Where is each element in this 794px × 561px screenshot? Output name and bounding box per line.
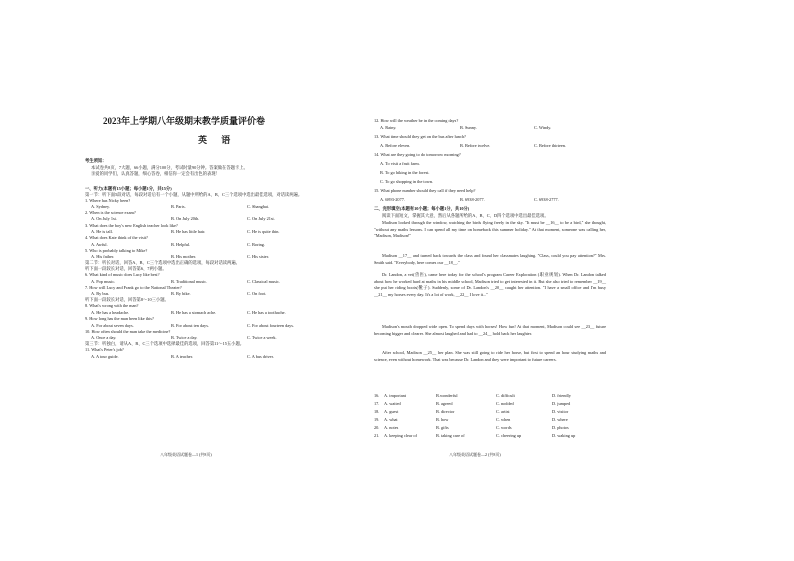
option: A. what — [384, 417, 398, 422]
option: B. For about ten days. — [171, 323, 209, 328]
notice-line: 本试卷共8页，7大题，66小题，满分100分，考试时量90分钟。答案做在答题卡上。 — [91, 165, 248, 170]
option: A. waited — [384, 401, 401, 406]
passage-paragraph: Madison's mouth dropped wide open. To spend days with horses! How fun! At that moment, Madison could see __23__ future becoming bigger and clearer. She almost laughed and had to __24__ hold back her laughter. — [374, 324, 606, 336]
question-stem: 1. Where has Nicky been? — [85, 198, 131, 203]
section-heading: 二、完形填空(本题有10小题；每小题1分，共10分) — [374, 206, 470, 211]
option: B. On July 20th. — [171, 216, 200, 221]
cloze-num: 16. — [374, 393, 380, 398]
option: C. nodded — [496, 401, 514, 406]
option: C. To go shopping in the town. — [380, 179, 434, 184]
option: C. words — [496, 425, 512, 430]
question-stem: 5. Who is probably talking to Mike? — [85, 248, 148, 253]
option: A. Awful. — [91, 242, 108, 247]
option: A. To visit a fruit farm. — [380, 161, 420, 166]
option: C. Shanghai. — [247, 204, 270, 209]
option: B. Before twelve. — [460, 143, 491, 148]
option: D. where — [552, 417, 568, 422]
option: B. how — [436, 417, 449, 422]
option: C. difficult — [496, 393, 515, 398]
passage-paragraph: Madison __17__ and turned back towards the class and found her classmates laughing. "Class, could you pay attention?" Mrs. Smith said. "Everybody, here comes our __18__." — [374, 253, 606, 265]
question-stem: 15. What phone number should they call if they need help? — [374, 188, 476, 193]
left-page — [85, 108, 385, 456]
question-stem: 4. What does Kate think of the visit? — [85, 235, 148, 240]
section-instruction: 第三节：听独白，请从A、B、C三个选项中选择最佳的选项，回答第11～15五小题。 — [85, 341, 245, 346]
option: B. A teacher. — [171, 354, 193, 359]
option: A. By bus. — [91, 291, 110, 296]
cloze-num: 20. — [374, 425, 380, 430]
cloze-num: 19. — [374, 417, 380, 422]
page-footer: 八年级英语试题卷—1 (共8页) — [160, 452, 212, 457]
option: C. artist — [496, 409, 510, 414]
option: C. Windy. — [534, 125, 552, 130]
option: B. He has little hair. — [171, 229, 206, 234]
option: C. On July 21st. — [247, 216, 275, 221]
question-stem: 3. What does the boy's new English teacher look like? — [85, 223, 178, 228]
question-stem: 12. How will the weather be in the coming days? — [374, 118, 459, 123]
cloze-num: 21. — [374, 433, 380, 438]
cloze-num: 18. — [374, 409, 380, 414]
section-instruction: 第二节：听长对话，回答A、B、C三个选项中选出正确的选项，每段对话读两遍。 — [85, 260, 240, 265]
option: B. Traditional music. — [171, 279, 208, 284]
option: D. waking up — [552, 433, 576, 438]
right-page — [374, 108, 674, 456]
option: A. notes — [384, 425, 399, 430]
option: C. Boring. — [247, 242, 266, 247]
option: B. 6938-2077. — [460, 197, 485, 202]
question-stem: 6. What kind of music does Lucy like best? — [85, 272, 160, 277]
option: C. 6938-2777. — [534, 197, 559, 202]
option: C. His sister. — [247, 254, 269, 259]
question-stem: 14. What are they going to do tomorrow morning? — [374, 152, 461, 157]
option: A. guest — [384, 409, 399, 414]
question-stem: 8. What's wrong with the man? — [85, 303, 139, 308]
exam-title: 2023年上学期八年级期末教学质量评价卷 — [103, 116, 266, 126]
question-stem: 11. What's Peter's job? — [85, 347, 124, 352]
option: B. director — [436, 409, 455, 414]
option: B. To go hiking in the forest. — [380, 170, 430, 175]
question-stem: 13. What time should they get on the bus after lunch? — [374, 134, 466, 139]
option: A. important — [384, 393, 406, 398]
option: B. He has a stomach ache. — [171, 310, 217, 315]
option: C. He has a toothache. — [247, 310, 286, 315]
option: D. photos — [552, 425, 569, 430]
section-heading: 一、听力(本题有15小题；每小题1分，共15分) — [85, 186, 172, 191]
option: B. Sunny. — [460, 125, 477, 130]
option: C. cheering up — [496, 433, 522, 438]
option: A. Before eleven. — [380, 143, 411, 148]
option: C. Twice a week. — [247, 335, 277, 340]
question-stem: 7. How will Lucy and Frank go to the National Theater? — [85, 285, 182, 290]
option: A. Sydney. — [91, 204, 110, 209]
option: C. A bus driver. — [247, 354, 274, 359]
option: B. By bike. — [171, 291, 191, 296]
option: B. Paris. — [171, 204, 186, 209]
page-footer: 八年级英语试题卷—2 (共8页) — [449, 452, 501, 457]
question-stem: 9. How long has the man been like this? — [85, 316, 154, 321]
option: C. He is quite thin. — [247, 229, 280, 234]
option: B.wonderful — [436, 393, 458, 398]
question-stem: 2. When is the science exam? — [85, 210, 136, 215]
option: C. For about fourteen days. — [247, 323, 295, 328]
option: A. On July 1st. — [91, 216, 117, 221]
exam-subject: 英 语 — [198, 135, 237, 145]
option: C. Before thirteen. — [534, 143, 566, 148]
option: B. agreed — [436, 401, 453, 406]
notice-line: 亲爱的同学们，认真答题，细心答卷，相信你一定会有出色的表现！ — [91, 171, 220, 176]
option: B. taking care of — [436, 433, 465, 438]
option: A. Rainy. — [380, 125, 397, 130]
question-stem: 10. How often should the man take the medicine? — [85, 329, 171, 334]
option: C. when — [496, 417, 511, 422]
option: B. His mother. — [171, 254, 197, 259]
section-instruction: 第一节：听下面5段对话，每段对话后有一个小题，从题中所给的A、B、C三个选项中选出最佳选项，对话读两遍。 — [85, 192, 303, 197]
option: B. Helpful. — [171, 242, 191, 247]
option: C. Classical music. — [247, 279, 280, 284]
option: A. Once a day. — [91, 335, 117, 340]
option: A. keeping clear of — [384, 433, 417, 438]
option: A. He has a headache. — [91, 310, 130, 315]
option: B. Twice a day. — [171, 335, 198, 340]
option: A. Pop music. — [91, 279, 116, 284]
section-instruction: 听下面一段较长对话，回答第8～10三小题。 — [85, 297, 169, 302]
passage-paragraph: Dr. Landon, a vet(兽医), came here today for the school's program Career Exploration (职业规划). When Dr. Landon talked about how he worked hard at maths in his middle school, Madison tried to get interested in it. But she also tried to remember __19__ she put her riding boots(靴子). Suddenly, some of Dr. Landon's __20__ caught her attention. "I have a small office and I'm busy __21__ my horses every day. It's a lot of work, __22__ I love it..." — [374, 272, 606, 297]
option: D. jumped — [552, 401, 571, 406]
option: A. He is tall. — [91, 229, 113, 234]
option: B. gifts — [436, 425, 449, 430]
passage-paragraph: Madison looked through the window, watching the birds flying freely in the sky. "It must be __16__ to be a bird," she thought, "without any maths lessons. I can spend all my time on homeback this summer holiday." At that moment, someone was calling her, "Madison, Madison!" — [374, 220, 606, 238]
option: A. 6893-2077. — [380, 197, 405, 202]
option: A. A tour guide. — [91, 354, 119, 359]
option: D. visitor — [552, 409, 569, 414]
option: C. On foot. — [247, 291, 267, 296]
option: A. His father. — [91, 254, 115, 259]
cloze-num: 17. — [374, 401, 380, 406]
option: D. friendly — [552, 393, 571, 398]
passage-paragraph: After school, Madison __25__ her plan. She was still going to ride her horse, but first to spend an hour studying maths and science, even without homework. That was because Dr. Landon and they were important to future careers. — [374, 350, 606, 362]
notice-title: 考生须知： — [85, 158, 107, 163]
option: A. For about seven days. — [91, 323, 134, 328]
section-instruction: 听下面一段较长对话，回答第6、7两小题。 — [85, 266, 167, 271]
section-instruction: 阅读下面短文，掌握其大意，然后从各题所给的A、B、C、D四个选项中选出最佳选项。 — [382, 213, 549, 218]
